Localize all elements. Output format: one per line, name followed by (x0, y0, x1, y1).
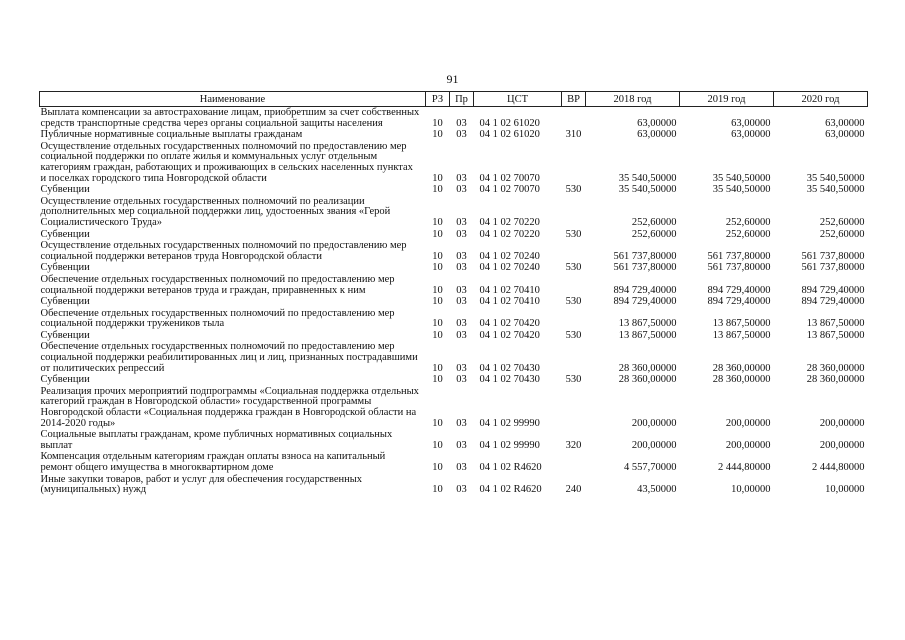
cell-pr: 03 (456, 329, 467, 341)
cell-name: Субвенции (40, 296, 90, 308)
cell-y2019: 200,00000 (725, 439, 771, 451)
cell-y2018: 894 729,40000 (613, 296, 677, 308)
cell-cst: 04 1 02 99990 (479, 417, 540, 429)
cell-pr: 03 (456, 250, 467, 262)
cell-rz: 10 (432, 318, 443, 330)
cell-name: Иные закупки товаров, работ и услуг для обеспечения государственных (муниципальных) нужд (40, 473, 363, 496)
cell-rz: 10 (432, 262, 443, 274)
cell-y2018: 63,00000 (637, 117, 677, 129)
cell-y2018: 200,00000 (631, 417, 677, 429)
cell-vr (562, 141, 586, 184)
header-vr: ВР (562, 92, 586, 107)
cell-y2018: 252,60000 (631, 216, 677, 228)
cell-rz: 10 (432, 250, 443, 262)
cell-rz: 10 (432, 284, 443, 296)
table-row (40, 429, 868, 451)
budget-table (39, 91, 868, 496)
cell-name: Субвенции (40, 374, 90, 386)
cell-y2020: 63,00000 (825, 117, 865, 129)
cell-y2018: 35 540,50000 (618, 184, 677, 196)
table-row (40, 341, 868, 374)
cell-rz: 10 (432, 184, 443, 196)
cell-y2019: 2 444,80000 (718, 462, 771, 473)
header-name: Наименование (40, 92, 426, 107)
cell-y2019: 28 360,00000 (712, 374, 771, 386)
cell-cst: 04 1 02 70240 (479, 262, 540, 274)
cell-pr: 03 (456, 184, 467, 196)
cell-cst: 04 1 02 70420 (479, 329, 540, 341)
cell-cst: 04 1 02 70070 (479, 184, 540, 196)
cell-name: Обеспечение отдельных государственных полномочий по предоставлению мер социальной поддержки ветеранов труда и граждан, приравненных к ним (40, 273, 395, 296)
cell-cst: 04 1 02 70410 (479, 284, 540, 296)
cell-name: Осуществление отдельных государственных полномочий по реализации дополнительных мер социальной поддержки лиц, удостоенных звания «Герой Социалистического Труда» (40, 195, 391, 228)
cell-y2018: 63,00000 (637, 129, 677, 141)
cell-name: Субвенции (40, 184, 90, 196)
cell-cst: 04 1 02 R4620 (479, 484, 542, 496)
table-row (40, 274, 868, 296)
cell-vr: 530 (565, 329, 582, 341)
cell-y2018: 561 737,80000 (613, 250, 677, 262)
cell-rz: 10 (432, 417, 443, 429)
cell-y2020: 561 737,80000 (801, 250, 865, 262)
cell-vr: 310 (565, 129, 582, 141)
cell-rz: 10 (432, 228, 443, 240)
cell-name: Субвенции (40, 329, 90, 341)
cell-pr: 03 (456, 374, 467, 386)
cell-cst: 04 1 02 70220 (479, 216, 540, 228)
header-pr: Пр (450, 92, 474, 107)
cell-y2020: 10,00000 (825, 484, 865, 496)
cell-cst: 04 1 02 70070 (479, 172, 540, 184)
cell-y2020: 252,60000 (819, 216, 865, 228)
table-row (40, 296, 868, 308)
cell-rz: 10 (432, 117, 443, 129)
cell-pr: 03 (456, 484, 467, 496)
cell-y2018: 28 360,00000 (618, 374, 677, 386)
cell-pr: 03 (456, 228, 467, 240)
cell-vr: 240 (565, 484, 582, 496)
cell-y2018: 894 729,40000 (613, 284, 677, 296)
cell-vr (562, 386, 586, 429)
cell-y2019: 35 540,50000 (712, 172, 771, 184)
cell-y2020: 28 360,00000 (806, 374, 865, 386)
table-row (40, 262, 868, 274)
cell-pr: 03 (456, 129, 467, 141)
cell-y2020: 200,00000 (819, 417, 865, 429)
cell-pr: 03 (456, 262, 467, 274)
cell-vr (562, 274, 586, 296)
cell-cst: 04 1 02 R4620 (479, 462, 542, 473)
table-header-row (40, 92, 868, 107)
cell-y2019: 561 737,80000 (707, 262, 771, 274)
cell-vr: 530 (565, 296, 582, 308)
cell-name: Публичные нормативные социальные выплаты гражданам (40, 129, 303, 141)
cell-y2018: 13 867,50000 (618, 318, 677, 330)
cell-vr: 530 (565, 228, 582, 240)
cell-y2019: 10,00000 (731, 484, 771, 496)
cell-y2018: 43,50000 (637, 484, 677, 496)
cell-rz: 10 (432, 129, 443, 141)
cell-name: Выплата компенсации за автострахование лицам, приобретшим за счет собственных средств транспортные средства через органы социальной защиты населения (40, 107, 420, 129)
header-2020: 2020 год (774, 92, 868, 107)
cell-y2019: 63,00000 (731, 129, 771, 141)
cell-y2020: 13 867,50000 (806, 318, 865, 330)
cell-vr (562, 240, 586, 262)
cell-name: Субвенции (40, 228, 90, 240)
cell-pr: 03 (456, 216, 467, 228)
table-row (40, 330, 868, 342)
cell-cst: 04 1 02 70220 (479, 228, 540, 240)
cell-vr (562, 451, 586, 473)
cell-cst: 04 1 02 70430 (479, 374, 540, 386)
cell-y2019: 252,60000 (725, 228, 771, 240)
cell-vr (562, 308, 586, 330)
cell-y2018: 28 360,00000 (618, 362, 677, 374)
table-row (40, 107, 868, 130)
header-2019: 2019 год (680, 92, 774, 107)
cell-y2020: 63,00000 (825, 129, 865, 141)
cell-y2020: 2 444,80000 (812, 462, 865, 473)
cell-rz: 10 (432, 296, 443, 308)
table-row (40, 229, 868, 241)
header-cst: ЦСТ (474, 92, 562, 107)
page-number: 91 (446, 72, 459, 86)
cell-vr (562, 107, 586, 130)
cell-y2018: 561 737,80000 (613, 262, 677, 274)
table-row (40, 308, 868, 330)
header-2018: 2018 год (586, 92, 680, 107)
cell-rz: 10 (432, 216, 443, 228)
cell-rz: 10 (432, 484, 443, 496)
cell-pr: 03 (456, 362, 467, 374)
cell-y2019: 35 540,50000 (712, 184, 771, 196)
cell-y2019: 63,00000 (731, 117, 771, 129)
cell-cst: 04 1 02 70430 (479, 362, 540, 374)
cell-pr: 03 (456, 439, 467, 451)
cell-pr: 03 (456, 417, 467, 429)
table-row (40, 474, 868, 496)
cell-name: Реализация прочих мероприятий подпрограммы «Социальная поддержка отдельных категорий граждан в Новгородской области» государственной программы Новгородской области «Социальная поддержка граждан в Новгородской области на 2014-2020 годы» (40, 385, 419, 429)
header-rz: РЗ (426, 92, 450, 107)
cell-y2019: 894 729,40000 (707, 296, 771, 308)
cell-vr: 320 (565, 439, 582, 451)
cell-vr: 530 (565, 374, 582, 386)
cell-cst: 04 1 02 70240 (479, 250, 540, 262)
cell-y2019: 28 360,00000 (712, 362, 771, 374)
cell-y2020: 252,60000 (819, 228, 865, 240)
cell-name: Обеспечение отдельных государственных полномочий по предоставлению мер социальной поддержки реабилитированных лиц и лиц, признанных пострадавшими от политических репрессий (40, 341, 418, 374)
cell-name: Субвенции (40, 262, 90, 274)
cell-y2018: 35 540,50000 (618, 172, 677, 184)
cell-pr: 03 (456, 318, 467, 330)
cell-y2020: 35 540,50000 (806, 184, 865, 196)
table-row (40, 129, 868, 141)
cell-pr: 03 (456, 172, 467, 184)
cell-y2020: 35 540,50000 (806, 172, 865, 184)
cell-rz: 10 (432, 362, 443, 374)
table-row (40, 184, 868, 196)
cell-cst: 04 1 02 99990 (479, 439, 540, 451)
cell-name: Обеспечение отдельных государственных полномочий по предоставлению мер социальной поддержки тружеников тыла (40, 307, 395, 330)
cell-y2019: 894 729,40000 (707, 284, 771, 296)
cell-name: Осуществление отдельных государственных полномочий по предоставлению мер социальной поддержки ветеранов труда Новгородской области (40, 240, 407, 262)
cell-rz: 10 (432, 462, 443, 473)
table-row (40, 141, 868, 184)
cell-name: Социальные выплаты гражданам, кроме публичных нормативных социальных выплат (40, 429, 393, 451)
cell-name: Компенсация отдельным категориям граждан оплаты взноса на капитальный ремонт общего имущества в многоквартирном доме (40, 451, 386, 473)
table-body (40, 107, 868, 496)
table-row (40, 451, 868, 473)
cell-y2020: 894 729,40000 (801, 296, 865, 308)
cell-y2018: 13 867,50000 (618, 329, 677, 341)
cell-y2018: 200,00000 (631, 439, 677, 451)
cell-y2020: 894 729,40000 (801, 284, 865, 296)
cell-vr: 530 (565, 184, 582, 196)
cell-y2019: 13 867,50000 (712, 318, 771, 330)
table-row (40, 374, 868, 386)
cell-y2019: 200,00000 (725, 417, 771, 429)
cell-pr: 03 (456, 462, 467, 473)
cell-y2018: 4 557,70000 (624, 462, 677, 473)
cell-y2020: 561 737,80000 (801, 262, 865, 274)
cell-y2019: 13 867,50000 (712, 329, 771, 341)
cell-y2020: 200,00000 (819, 439, 865, 451)
cell-rz: 10 (432, 374, 443, 386)
cell-y2020: 13 867,50000 (806, 329, 865, 341)
table-row (40, 196, 868, 229)
table-row (40, 386, 868, 429)
table-row (40, 240, 868, 262)
cell-rz: 10 (432, 329, 443, 341)
cell-cst: 04 1 02 61020 (479, 129, 540, 141)
cell-y2019: 252,60000 (725, 216, 771, 228)
cell-y2019: 561 737,80000 (707, 250, 771, 262)
cell-y2020: 28 360,00000 (806, 362, 865, 374)
cell-cst: 04 1 02 70410 (479, 296, 540, 308)
cell-cst: 04 1 02 61020 (479, 117, 540, 129)
cell-vr: 530 (565, 262, 582, 274)
cell-cst: 04 1 02 70420 (479, 318, 540, 330)
cell-y2018: 252,60000 (631, 228, 677, 240)
cell-rz: 10 (432, 172, 443, 184)
cell-pr: 03 (456, 296, 467, 308)
cell-rz: 10 (432, 439, 443, 451)
cell-pr: 03 (456, 117, 467, 129)
cell-vr (562, 196, 586, 229)
cell-vr (562, 341, 586, 374)
cell-name: Осуществление отдельных государственных полномочий по предоставлению мер социальной поддержки по оплате жилья и коммунальных услуг отдельным категориям граждан, работающих и проживающих в сельских населенных пунктах и поселках городского типа Новгородской области (40, 140, 413, 184)
cell-pr: 03 (456, 284, 467, 296)
